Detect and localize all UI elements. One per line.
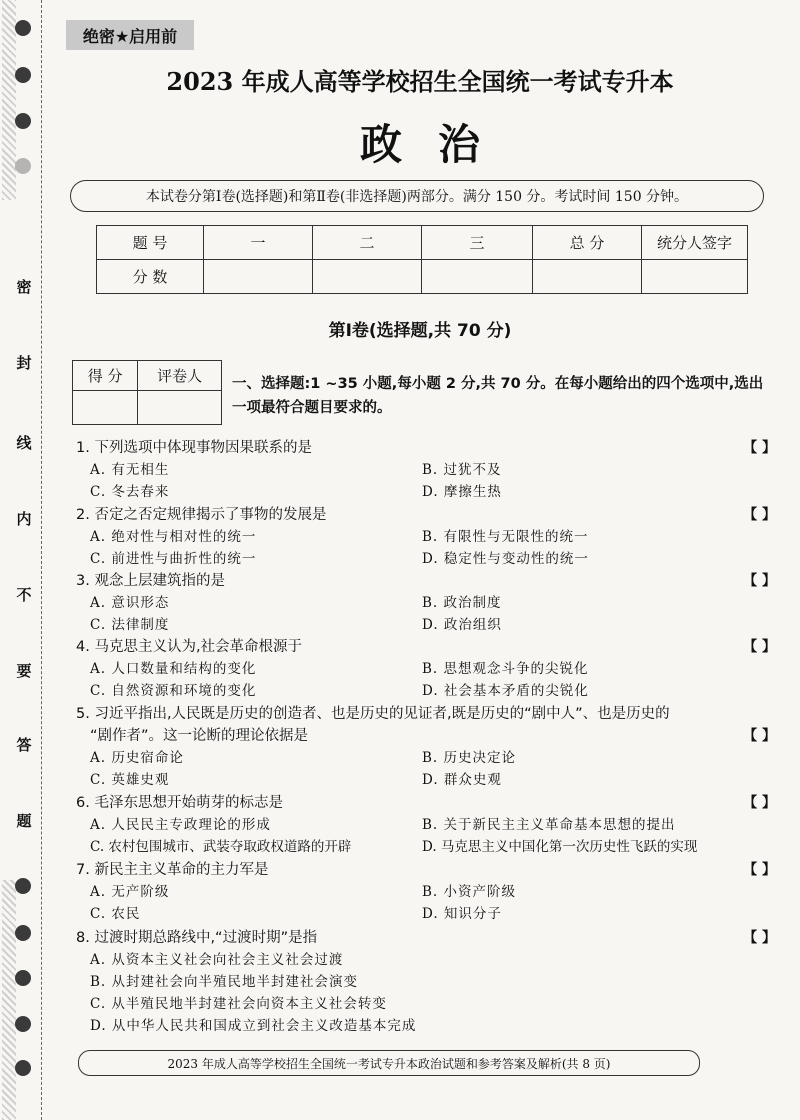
grader-table	[72, 360, 222, 425]
score-table-header: 题 号	[97, 226, 204, 260]
option: A. 绝对性与相对性的统一	[90, 529, 257, 545]
score-cell[interactable]	[313, 260, 422, 294]
page-footer: 2023 年成人高等学校招生全国统一考试专升本政治试题和参考答案及解析(共 8 页)	[78, 1050, 700, 1076]
seal-char: 不	[14, 584, 34, 605]
subject-title: 政治	[359, 120, 516, 169]
binding-hole	[15, 1016, 31, 1032]
question-6	[76, 793, 776, 859]
grader-header: 得 分	[73, 361, 138, 391]
question-5	[76, 704, 776, 794]
binding-hole	[15, 970, 31, 986]
score-cell[interactable]	[422, 260, 533, 294]
exam-title: 2023 年成人高等学校招生全国统一考试专升本	[166, 67, 674, 96]
answer-bracket[interactable]: 【 】	[743, 728, 776, 744]
binding-hatch-bottom	[2, 880, 16, 1120]
option: A. 从资本主义社会向社会主义社会过渡	[90, 952, 344, 968]
seal-char: 题	[14, 810, 34, 831]
option: C. 农民	[90, 906, 141, 922]
question-stem: 1. 下列选项中体现事物因果联系的是	[76, 440, 312, 456]
seal-char: 线	[14, 432, 34, 453]
seal-char: 密	[14, 276, 34, 297]
option: B. 关于新民主主义革命基本思想的提出	[422, 817, 676, 833]
answer-bracket[interactable]: 【 】	[743, 862, 776, 878]
binding-hole	[15, 925, 31, 941]
answer-bracket[interactable]: 【 】	[743, 795, 776, 811]
option: B. 历史决定论	[422, 750, 517, 766]
option: D. 社会基本矛盾的尖锐化	[422, 683, 589, 699]
answer-bracket[interactable]: 【 】	[743, 507, 776, 523]
grader-cell[interactable]	[138, 391, 222, 425]
option: B. 思想观念斗争的尖锐化	[422, 661, 589, 677]
binding-hole	[15, 20, 31, 36]
option: C. 法律制度	[90, 617, 170, 633]
secret-label: 绝密★启用前	[66, 20, 194, 50]
grader-cell[interactable]	[73, 391, 138, 425]
option: D. 摩擦生热	[422, 484, 502, 500]
question-stem: 6. 毛泽东思想开始萌芽的标志是	[76, 795, 283, 811]
score-table-header: 一	[204, 226, 313, 260]
option: A. 历史宿命论	[90, 750, 184, 766]
option: D. 政治组织	[422, 617, 502, 633]
option: B. 小资产阶级	[422, 884, 517, 900]
exam-note: 本试卷分第Ⅰ卷(选择题)和第Ⅱ卷(非选择题)两部分。满分 150 分。考试时间 150 分钟。	[70, 180, 764, 212]
binding-hole	[15, 158, 31, 174]
option: A. 有无相生	[90, 462, 170, 478]
score-cell[interactable]	[642, 260, 748, 294]
question-stem-cont: “剧作者”。这一论断的理论依据是	[90, 728, 309, 744]
question-stem: 2. 否定之否定规律揭示了事物的发展是	[76, 507, 327, 523]
answer-bracket[interactable]: 【 】	[743, 573, 776, 589]
option: D. 从中华人民共和国成立到社会主义改造基本完成	[90, 1018, 417, 1034]
question-1	[76, 438, 776, 504]
question-4	[76, 637, 776, 703]
option: D. 知识分子	[422, 906, 502, 922]
score-cell[interactable]	[204, 260, 313, 294]
option: A. 人民民主专政理论的形成	[90, 817, 271, 833]
score-cell[interactable]	[533, 260, 642, 294]
answer-bracket[interactable]: 【 】	[743, 930, 776, 946]
seal-char: 内	[14, 508, 34, 529]
option: C. 自然资源和环境的变化	[90, 683, 257, 699]
option: B. 过犹不及	[422, 462, 502, 478]
option: D. 群众史观	[422, 772, 502, 788]
question-3	[76, 571, 776, 637]
option: C. 前进性与曲折性的统一	[90, 551, 257, 567]
option: C. 从半殖民地半封建社会向资本主义社会转变	[90, 996, 387, 1012]
seal-char: 封	[14, 352, 34, 373]
score-table-header: 统分人签字	[642, 226, 748, 260]
option: A. 无产阶级	[90, 884, 170, 900]
option: B. 从封建社会向半殖民地半封建社会演变	[90, 974, 359, 990]
question-stem: 7. 新民主主义革命的主力军是	[76, 862, 269, 878]
binding-hole	[15, 1060, 31, 1076]
score-table-header: 三	[422, 226, 533, 260]
option: B. 政治制度	[422, 595, 502, 611]
score-table-header: 二	[313, 226, 422, 260]
question-stem: 8. 过渡时期总路线中,“过渡时期”是指	[76, 930, 318, 946]
score-table-header: 总 分	[533, 226, 642, 260]
option: C. 农村包围城市、武装夺取政权道路的开辟	[90, 839, 352, 855]
option: C. 冬去春来	[90, 484, 170, 500]
seal-char: 要	[14, 660, 34, 681]
seal-char: 答	[14, 734, 34, 755]
section-title: 第Ⅰ卷(选择题,共 70 分)	[328, 321, 512, 341]
cut-line	[41, 0, 42, 1120]
option: C. 英雄史观	[90, 772, 170, 788]
option: D. 稳定性与变动性的统一	[422, 551, 589, 567]
option: D. 马克思主义中国化第一次历史性飞跃的实现	[422, 839, 698, 855]
binding-hole	[15, 113, 31, 129]
question-7	[76, 860, 776, 926]
grader-header: 评卷人	[138, 361, 222, 391]
option: B. 有限性与无限性的统一	[422, 529, 589, 545]
score-table	[96, 225, 748, 294]
binding-margin	[0, 0, 50, 1120]
question-8	[76, 928, 776, 1038]
question-stem: 4. 马克思主义认为,社会革命根源于	[76, 639, 303, 655]
binding-hole	[15, 878, 31, 894]
binding-hatch-top	[2, 0, 16, 200]
question-stem: 3. 观念上层建筑指的是	[76, 573, 225, 589]
question-2	[76, 505, 776, 571]
answer-bracket[interactable]: 【 】	[743, 440, 776, 456]
binding-hole	[15, 67, 31, 83]
section-instruction: 一、选择题:1 ~35 小题,每小题 2 分,共 70 分。在每小题给出的四个选项中,选出一项最符合题目要求的。	[232, 376, 764, 416]
answer-bracket[interactable]: 【 】	[743, 639, 776, 655]
question-stem: 5. 习近平指出,人民既是历史的创造者、也是历史的见证者,既是历史的“剧中人”、也是历史的	[76, 706, 670, 722]
score-row-label: 分 数	[97, 260, 204, 294]
option: A. 人口数量和结构的变化	[90, 661, 257, 677]
option: A. 意识形态	[90, 595, 170, 611]
